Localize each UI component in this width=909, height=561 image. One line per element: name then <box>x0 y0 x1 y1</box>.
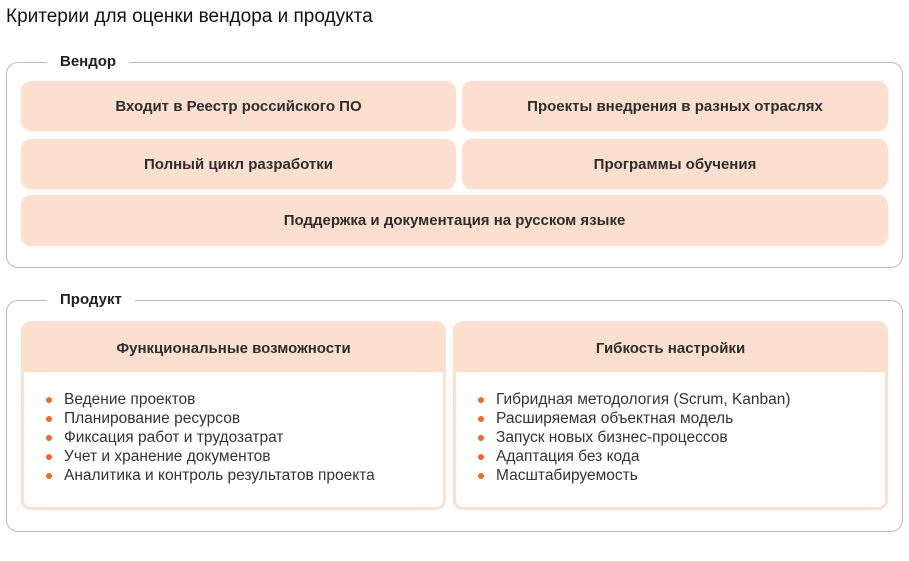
bullet-icon <box>478 397 484 403</box>
card-title: Функциональные возможности <box>24 324 443 372</box>
card-flexibility <box>453 321 888 510</box>
bullet-icon <box>46 454 52 460</box>
list-item: Фиксация работ и трудозатрат <box>46 428 443 447</box>
vendor-criterion-training: Программы обучения <box>462 139 888 189</box>
vendor-criterion-industry-projects: Проекты внедрения в разных отраслях <box>462 81 888 131</box>
feature-list <box>456 372 885 485</box>
bullet-icon <box>46 435 52 441</box>
bullet-icon <box>46 416 52 422</box>
bullet-icon <box>478 416 484 422</box>
vendor-group-label: Вендор <box>47 52 129 72</box>
list-item: Учет и хранение документов <box>46 447 443 466</box>
bullet-icon <box>46 473 52 479</box>
card-title: Гибкость настройки <box>456 324 885 372</box>
list-item: Аналитика и контроль результатов проекта <box>46 466 443 485</box>
list-item: Запуск новых бизнес-процессов <box>478 428 885 447</box>
list-item: Ведение проектов <box>46 390 443 409</box>
bullet-icon <box>478 454 484 460</box>
vendor-group <box>6 53 903 268</box>
vendor-criterion-support: Поддержка и документация на русском языке <box>21 195 888 246</box>
product-group <box>6 291 903 532</box>
vendor-criterion-full-cycle: Полный цикл разработки <box>21 139 456 189</box>
product-group-label: Продукт <box>47 290 135 310</box>
list-item: Гибридная методология (Scrum, Kanban) <box>478 390 885 409</box>
list-item: Масштабируемость <box>478 466 885 485</box>
card-functionality <box>21 321 446 510</box>
list-item: Адаптация без кода <box>478 447 885 466</box>
list-item: Расширяемая объектная модель <box>478 409 885 428</box>
page-title: Критерии для оценки вендора и продукта <box>6 6 373 27</box>
bullet-icon <box>478 435 484 441</box>
vendor-criterion-registry: Входит в Реестр российского ПО <box>21 81 456 131</box>
bullet-icon <box>478 473 484 479</box>
list-item: Планирование ресурсов <box>46 409 443 428</box>
feature-list <box>24 372 443 485</box>
bullet-icon <box>46 397 52 403</box>
